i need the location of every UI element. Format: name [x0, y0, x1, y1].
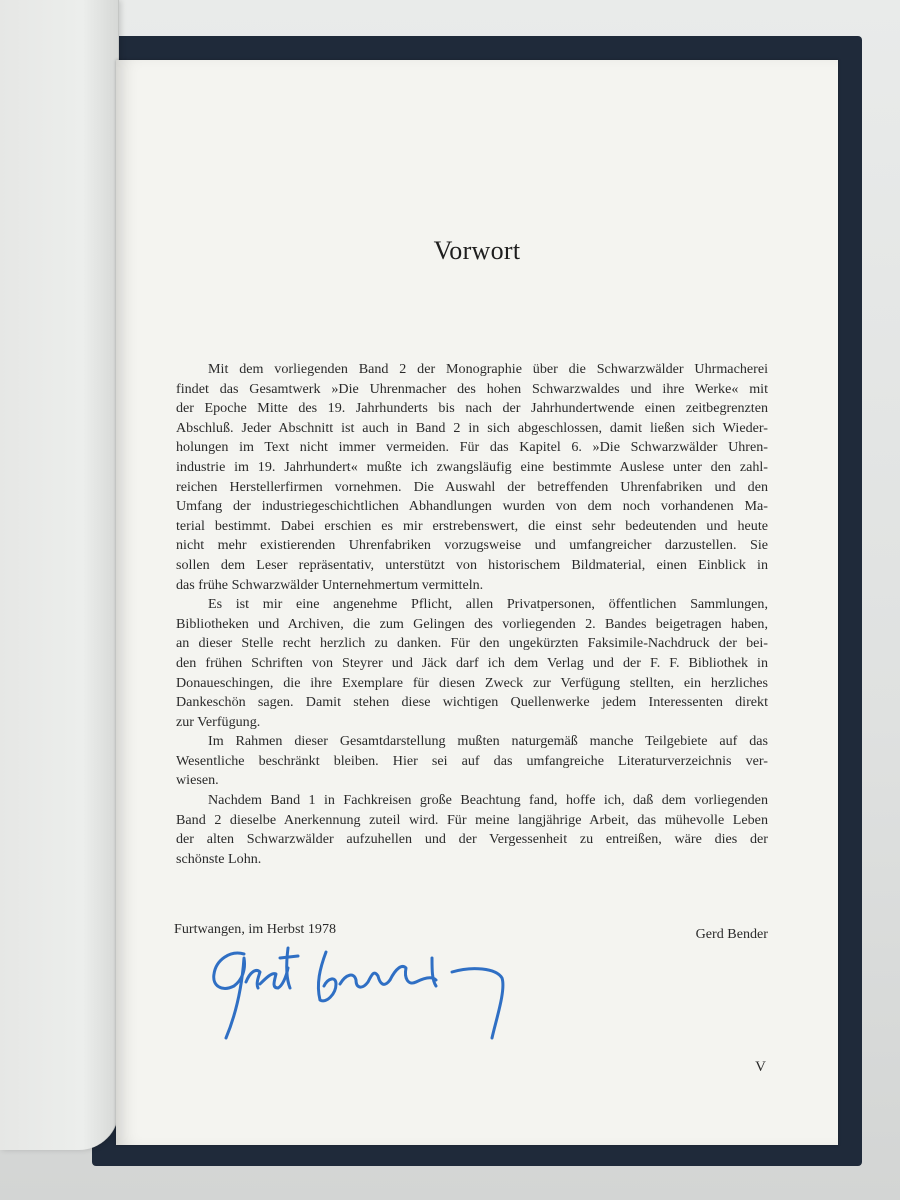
text-line: den frühen Schriften von Steyrer und Jäck darf ich dem Verlag und der F. F. Bibliothek in — [176, 654, 768, 671]
paragraph-2 — [176, 595, 768, 732]
text-line: Mit dem vorliegenden Band 2 der Monographie über die Schwarzwälder Uhrmacherei — [208, 361, 768, 377]
preface-body — [176, 360, 768, 869]
text-line: an dieser Stelle recht herzlich zu danken. Für den ungekürzten Faksimile-Nachdruck der bei- — [176, 635, 768, 652]
text-line: sollen dem Leser repräsentativ, unterstützt von historischem Bildmaterial, einen Einblick in — [176, 556, 768, 573]
text-line: wiesen. — [176, 772, 219, 789]
text-line: das frühe Schwarzwälder Unternehmertum vermitteln. — [176, 576, 484, 593]
book-page — [116, 60, 838, 1145]
page-number: V — [755, 1059, 766, 1075]
text-line: der Epoche Mitte des 19. Jahrhunderts bis nach der Jahrhundertwende einen zeitbegrenzten — [176, 400, 768, 417]
text-line: Abschluß. Jeder Abschnitt ist auch in Band 2 in sich abgeschlossen, damit ließen sich Wieder- — [176, 419, 768, 436]
paragraph-1 — [176, 360, 768, 595]
author-name: Gerd Bender — [695, 926, 768, 942]
text-line: Bibliotheken und Archiven, die zum Gelingen des vorliegenden 2. Bandes beigetragen haben, — [176, 615, 768, 632]
handwritten-signature — [196, 928, 526, 1048]
text-line: industrie im 19. Jahrhundert« mußte ich zwangsläufig eine bestimmte Auslese unter den zahl- — [176, 458, 768, 475]
text-line: nicht mehr existierenden Uhrenfabriken vorzugsweise und umfangreicher darzustellen. Sie — [176, 537, 768, 554]
text-line: Band 2 dieselbe Anerkennung zuteil wird. Für meine langjährige Arbeit, das mühevolle Leben — [176, 811, 768, 828]
text-line: Es ist mir eine angenehme Pflicht, allen Privatpersonen, öffentlichen Sammlungen, — [208, 596, 768, 613]
text-line: Nachdem Band 1 in Fachkreisen große Beachtung fand, hoffe ich, daß dem vorliegenden — [208, 792, 768, 809]
text-line: holungen im Text nicht immer vermeiden. Für das Kapitel 6. »Die Schwarzwälder Uhren- — [176, 439, 768, 456]
text-line: Donaueschingen, die ihre Exemplare für diesen Zweck zur Verfügung stellten, ein herzliches — [176, 674, 768, 691]
text-line: reichen Herstellerfirmen vornehmen. Die Auswahl der betreffenden Uhrenfabriken und den — [176, 478, 768, 495]
text-line: Im Rahmen dieser Gesamtdarstellung mußten naturgemäß manche Teilgebiete auf das — [208, 733, 768, 750]
text-line: zur Verfügung. — [176, 713, 261, 730]
left-page-edge — [0, 0, 119, 1150]
page-title: Vorwort — [433, 236, 521, 265]
text-line: der alten Schwarzwälder aufzuhellen und der Vergessenheit zu entreißen, wäre dies der — [176, 831, 768, 848]
text-line: schönste Lohn. — [176, 850, 262, 867]
paragraph-4 — [176, 791, 768, 869]
text-line: terial bestimmt. Dabei erschien es mir erstrebenswert, die einst sehr bedeutenden und heute — [176, 517, 768, 534]
paragraph-3 — [176, 732, 768, 791]
text-line: Wesentliche beschränkt bleiben. Hier sei auf das umfangreiche Literaturverzeichnis ver- — [176, 752, 768, 769]
text-line: Umfang der industriegeschichtlichen Abhandlungen wurden von dem noch vorhandenen Ma- — [176, 498, 768, 515]
place-date: Furtwangen, im Herbst 1978 — [174, 921, 337, 937]
text-line: Dankeschön sagen. Damit stehen diese wichtigen Quellenwerke jedem Interessenten direkt — [176, 694, 768, 711]
text-line: findet das Gesamtwerk »Die Uhrenmacher des hohen Schwarzwaldes und ihre Werke« mit — [176, 380, 768, 397]
